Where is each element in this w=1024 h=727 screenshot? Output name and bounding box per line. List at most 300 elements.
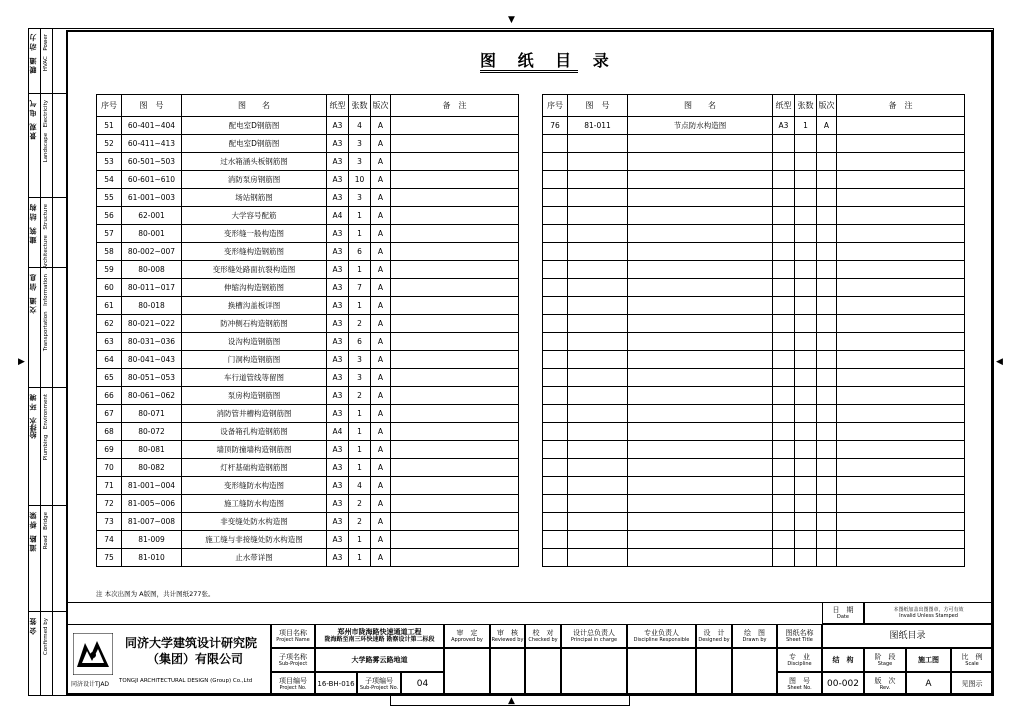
table-row	[97, 243, 519, 261]
column-header: 图 名	[182, 95, 327, 117]
page-title: 图 纸 目 录	[480, 51, 617, 70]
table-row	[543, 333, 965, 351]
table-cell: A	[371, 405, 391, 423]
table-cell: 58	[97, 243, 122, 261]
signoff-section	[28, 388, 66, 506]
project-name-label-en: Project Name	[276, 637, 310, 643]
scale-label: 比 例	[961, 653, 983, 661]
table-cell	[795, 441, 817, 459]
table-cell: 场站钢筋图	[182, 189, 327, 207]
signoff-label: 道 路 桥 梁	[29, 512, 37, 552]
table-cell	[568, 171, 628, 189]
table-cell: 60-501~503	[122, 153, 182, 171]
table-cell	[628, 387, 773, 405]
bottom-ruler	[390, 696, 630, 706]
table-cell: 81-005~006	[122, 495, 182, 513]
sheet-title-value: 图纸目录	[822, 624, 993, 648]
role-label-en: Reviewed by	[491, 637, 524, 643]
role-signature-cell	[525, 648, 561, 695]
table-cell	[795, 243, 817, 261]
table-cell	[773, 513, 795, 531]
table-cell: A	[371, 369, 391, 387]
table-cell	[543, 369, 568, 387]
table-cell	[568, 225, 628, 243]
signoff-label-en: Road Bridge	[43, 512, 49, 550]
table-cell: 54	[97, 171, 122, 189]
table-cell	[837, 243, 965, 261]
table-cell: A3	[327, 387, 349, 405]
table-row	[97, 477, 519, 495]
table-cell	[628, 297, 773, 315]
table-cell	[391, 441, 519, 459]
left-signoff-strip	[28, 28, 66, 696]
table-row	[543, 261, 965, 279]
rev-value: A	[906, 672, 951, 695]
table-cell: 1	[349, 423, 371, 441]
table-cell: A3	[327, 513, 349, 531]
table-cell: 60-411~413	[122, 135, 182, 153]
discipline-value: 结 构	[822, 648, 864, 672]
table-cell	[628, 495, 773, 513]
table-row	[543, 225, 965, 243]
signoff-label: 交 通 信 息	[29, 274, 37, 314]
table-cell	[543, 153, 568, 171]
table-cell	[773, 387, 795, 405]
table-cell: A3	[327, 351, 349, 369]
table-row	[97, 153, 519, 171]
table-cell: A3	[327, 459, 349, 477]
table-cell: 变形缝一般构造图	[182, 225, 327, 243]
signoff-label: 景 观 电 气	[29, 100, 37, 140]
table-cell	[817, 333, 837, 351]
table-cell	[817, 405, 837, 423]
table-cell	[817, 549, 837, 567]
role-signature-cell	[561, 648, 627, 695]
table-cell	[795, 279, 817, 297]
table-cell	[817, 153, 837, 171]
table-cell	[391, 531, 519, 549]
table-row	[97, 315, 519, 333]
role-signature-cell	[696, 648, 732, 695]
table-cell: 4	[349, 117, 371, 135]
signoff-label: 给排水 环 境	[29, 394, 37, 439]
table-row	[543, 531, 965, 549]
table-cell	[773, 279, 795, 297]
table-cell: 10	[349, 171, 371, 189]
sheet-title-label: 图纸名称	[785, 629, 814, 637]
sub-project-label-cell	[271, 648, 315, 672]
table-cell	[773, 351, 795, 369]
table-cell: 变形缝防水构造图	[182, 477, 327, 495]
table-cell	[568, 477, 628, 495]
table-cell	[817, 351, 837, 369]
table-cell: A3	[327, 243, 349, 261]
table-cell: 门洞构造钢筋图	[182, 351, 327, 369]
role-label: 审 定	[456, 629, 478, 637]
table-cell: 71	[97, 477, 122, 495]
table-cell: 设备箱孔构造钢筋图	[182, 423, 327, 441]
table-cell: 变形缝处路面抗裂构造图	[182, 261, 327, 279]
table-cell: A	[371, 459, 391, 477]
table-cell	[773, 225, 795, 243]
table-cell: A	[371, 135, 391, 153]
table-cell: A	[371, 441, 391, 459]
sheet-no-label-cell	[777, 672, 822, 695]
table-row	[543, 387, 965, 405]
table-cell	[628, 405, 773, 423]
table-cell	[568, 513, 628, 531]
role-label: 设计总负责人	[573, 629, 615, 637]
table-cell	[837, 279, 965, 297]
table-cell: 施工缝防水构造图	[182, 495, 327, 513]
table-cell	[773, 477, 795, 495]
table-cell	[817, 387, 837, 405]
column-header: 备 注	[837, 95, 965, 117]
table-cell: A4	[327, 207, 349, 225]
table-cell	[628, 225, 773, 243]
table-cell	[837, 405, 965, 423]
table-cell	[568, 441, 628, 459]
table-cell: 55	[97, 189, 122, 207]
table-row	[543, 441, 965, 459]
table-cell: 61	[97, 297, 122, 315]
table-cell: A	[371, 189, 391, 207]
table-cell	[568, 351, 628, 369]
table-cell: 止水带详图	[182, 549, 327, 567]
table-cell	[837, 171, 965, 189]
table-cell	[837, 117, 965, 135]
table-cell	[795, 297, 817, 315]
stage-label-en: Stage	[877, 661, 893, 667]
table-cell	[773, 171, 795, 189]
table-cell	[817, 225, 837, 243]
table-cell: 1	[349, 207, 371, 225]
table-cell: 80-041~043	[122, 351, 182, 369]
table-cell	[568, 423, 628, 441]
date-label-en: Date	[837, 614, 849, 620]
table-cell: A3	[327, 369, 349, 387]
table-cell	[543, 333, 568, 351]
table-row	[543, 189, 965, 207]
role-label-en: Principal in charge	[570, 637, 618, 643]
role-header-cell	[525, 624, 561, 648]
column-header: 纸型	[327, 95, 349, 117]
company-logo-icon	[73, 633, 113, 675]
scale-label-cell	[951, 648, 993, 672]
table-cell: 设沟构造钢筋图	[182, 333, 327, 351]
table-cell: 消防泵房钢筋图	[182, 171, 327, 189]
table-row	[543, 207, 965, 225]
table-cell	[795, 495, 817, 513]
role-header-cell	[696, 624, 732, 648]
table-cell: A	[371, 513, 391, 531]
table-cell: 80-072	[122, 423, 182, 441]
table-cell: 75	[97, 549, 122, 567]
stamp-notice: 本图纸加盖出图图章，方可有效	[893, 607, 964, 613]
table-cell	[568, 333, 628, 351]
table-cell: A3	[327, 117, 349, 135]
role-label-en: Discipline Responsible	[633, 637, 690, 643]
stage-value: 施工图	[906, 648, 951, 672]
table-row	[97, 441, 519, 459]
table-cell: 6	[349, 243, 371, 261]
table-cell	[391, 369, 519, 387]
table-cell	[543, 441, 568, 459]
table-row	[543, 477, 965, 495]
table-cell	[543, 261, 568, 279]
table-cell: A	[371, 279, 391, 297]
table-cell	[795, 549, 817, 567]
table-cell: 63	[97, 333, 122, 351]
table-cell: 1	[795, 117, 817, 135]
table-cell: 3	[349, 351, 371, 369]
table-cell	[391, 207, 519, 225]
table-cell	[795, 333, 817, 351]
table-cell	[817, 315, 837, 333]
company-name-2: （集团）有限公司	[147, 652, 244, 666]
table-row	[97, 279, 519, 297]
table-cell: 62-001	[122, 207, 182, 225]
table-cell: 变形缝构造钢筋图	[182, 243, 327, 261]
table-cell: 1	[349, 459, 371, 477]
table-cell	[795, 207, 817, 225]
table-cell	[773, 153, 795, 171]
discipline-label-cell	[777, 648, 822, 672]
table-cell	[543, 315, 568, 333]
table-cell	[543, 531, 568, 549]
sheet-no-label: 图 号	[789, 676, 810, 685]
table-cell: 2	[349, 513, 371, 531]
table-cell	[837, 225, 965, 243]
table-cell	[773, 207, 795, 225]
table-row	[97, 171, 519, 189]
table-row	[543, 135, 965, 153]
table-cell: 81-007~008	[122, 513, 182, 531]
table-cell: A4	[327, 423, 349, 441]
table-row	[97, 405, 519, 423]
table-cell: 52	[97, 135, 122, 153]
table-cell	[628, 477, 773, 495]
table-cell: 73	[97, 513, 122, 531]
table-cell	[628, 243, 773, 261]
table-cell	[773, 243, 795, 261]
table-cell: A3	[327, 441, 349, 459]
role-signature-cell	[732, 648, 777, 695]
stamp-cell	[864, 602, 993, 624]
table-cell	[568, 189, 628, 207]
table-row	[543, 315, 965, 333]
table-cell	[817, 279, 837, 297]
scale-value: 见图示	[951, 672, 993, 695]
table-cell	[773, 315, 795, 333]
column-header: 张数	[349, 95, 371, 117]
role-label: 绘 图	[744, 629, 765, 637]
table-row	[543, 279, 965, 297]
company-cell	[66, 624, 271, 695]
table-cell: 66	[97, 387, 122, 405]
table-cell	[795, 261, 817, 279]
sub-project-label: 子项名称	[279, 653, 307, 661]
signoff-label-en: Confirmed by	[43, 618, 49, 656]
table-cell	[837, 495, 965, 513]
table-cell: 4	[349, 477, 371, 495]
table-cell: 61-001~003	[122, 189, 182, 207]
sub-project-value: 大学路雾云路地道	[315, 648, 444, 672]
table-cell	[795, 405, 817, 423]
table-cell	[628, 135, 773, 153]
table-cell: 1	[349, 441, 371, 459]
table-cell	[837, 423, 965, 441]
table-cell: 60	[97, 279, 122, 297]
role-label: 校 对	[532, 629, 554, 637]
signoff-section	[28, 612, 66, 696]
table-cell	[543, 459, 568, 477]
table-cell: 72	[97, 495, 122, 513]
table-cell	[568, 531, 628, 549]
project-no-label-cell	[271, 672, 315, 695]
column-header: 图 号	[568, 95, 628, 117]
table-cell	[391, 261, 519, 279]
project-no-label: 项目编号	[279, 676, 307, 685]
table-cell: A	[371, 549, 391, 567]
table-cell	[543, 495, 568, 513]
top-center-mark-icon: ▼	[508, 15, 515, 25]
table-row	[97, 459, 519, 477]
table-cell: A	[371, 171, 391, 189]
table-row	[543, 351, 965, 369]
table-cell: A3	[327, 189, 349, 207]
table-cell: 67	[97, 405, 122, 423]
table-cell: 80-011~017	[122, 279, 182, 297]
table-cell	[773, 333, 795, 351]
table-cell: 60-401~404	[122, 117, 182, 135]
table-cell: A3	[327, 153, 349, 171]
table-cell	[773, 441, 795, 459]
scale-label-en: Scale	[965, 661, 979, 667]
table-row	[543, 369, 965, 387]
discipline-label: 专 业	[789, 653, 810, 661]
table-cell	[628, 423, 773, 441]
table-cell: 80-031~036	[122, 333, 182, 351]
table-row	[97, 351, 519, 369]
table-cell: A	[371, 477, 391, 495]
role-header-cell	[444, 624, 490, 648]
table-cell	[817, 369, 837, 387]
table-cell	[795, 477, 817, 495]
table-row	[97, 495, 519, 513]
table-cell: 3	[349, 135, 371, 153]
table-row	[543, 297, 965, 315]
sub-no-value: 04	[401, 672, 444, 695]
table-cell	[543, 405, 568, 423]
table-cell: A	[371, 153, 391, 171]
table-cell	[391, 333, 519, 351]
table-cell: 81-011	[568, 117, 628, 135]
column-header: 张数	[795, 95, 817, 117]
table-row	[543, 117, 965, 135]
sheet-no-value: 00-002	[822, 672, 864, 695]
table-cell: A3	[327, 477, 349, 495]
table-cell	[568, 315, 628, 333]
table-cell	[628, 315, 773, 333]
table-cell: A3	[327, 261, 349, 279]
table-cell	[628, 369, 773, 387]
discipline-label-en: Discipline	[787, 661, 812, 667]
table-cell: 2	[349, 387, 371, 405]
table-cell	[837, 261, 965, 279]
role-header-cell	[561, 624, 627, 648]
sub-no-label-cell	[357, 672, 401, 695]
table-cell	[391, 495, 519, 513]
table-row	[97, 225, 519, 243]
table-cell: 灯杆基础构造钢筋图	[182, 459, 327, 477]
role-label-en: Approved by	[451, 637, 483, 643]
table-cell: 81-009	[122, 531, 182, 549]
table-cell: 3	[349, 189, 371, 207]
table-cell	[837, 315, 965, 333]
table-cell	[837, 549, 965, 567]
table-cell	[817, 135, 837, 153]
column-header: 图 名	[628, 95, 773, 117]
table-cell: 80-002~007	[122, 243, 182, 261]
project-no-value: 16-BH-016	[315, 672, 357, 695]
table-cell: A3	[327, 333, 349, 351]
table-cell	[795, 459, 817, 477]
table-cell	[568, 405, 628, 423]
table-cell: 1	[349, 531, 371, 549]
table-cell: 大学容号配筋	[182, 207, 327, 225]
table-cell	[795, 513, 817, 531]
signoff-section	[28, 506, 66, 612]
table-cell: 56	[97, 207, 122, 225]
sheet-title-label-cell	[777, 624, 822, 648]
table-cell	[568, 297, 628, 315]
table-cell	[543, 423, 568, 441]
role-label-en: Checked by	[528, 637, 558, 643]
table-row	[543, 513, 965, 531]
table-cell	[391, 351, 519, 369]
table-cell	[391, 459, 519, 477]
table-cell	[795, 135, 817, 153]
table-row	[97, 333, 519, 351]
table-cell	[568, 261, 628, 279]
table-cell	[543, 549, 568, 567]
role-label: 设 计	[703, 629, 725, 637]
table-row	[97, 423, 519, 441]
table-cell: A	[817, 117, 837, 135]
table-cell: A3	[327, 495, 349, 513]
table-cell: 消防管井槽构造钢筋图	[182, 405, 327, 423]
table-cell: 80-071	[122, 405, 182, 423]
table-cell: 80-081	[122, 441, 182, 459]
table-cell	[817, 207, 837, 225]
table-cell	[628, 261, 773, 279]
table-cell: 2	[349, 315, 371, 333]
table-cell: 51	[97, 117, 122, 135]
table-cell	[391, 135, 519, 153]
table-cell	[628, 279, 773, 297]
table-cell	[795, 531, 817, 549]
table-cell	[773, 423, 795, 441]
table-cell: 80-051~053	[122, 369, 182, 387]
table-cell	[817, 171, 837, 189]
project-name-line-2: 陇海路至南三环快速路 勘察设计第二标段	[324, 636, 435, 643]
table-cell	[391, 297, 519, 315]
drawing-list-right	[542, 94, 965, 567]
table-cell	[795, 315, 817, 333]
table-cell: A	[371, 207, 391, 225]
signoff-label-en: HVAC Power	[43, 34, 49, 72]
